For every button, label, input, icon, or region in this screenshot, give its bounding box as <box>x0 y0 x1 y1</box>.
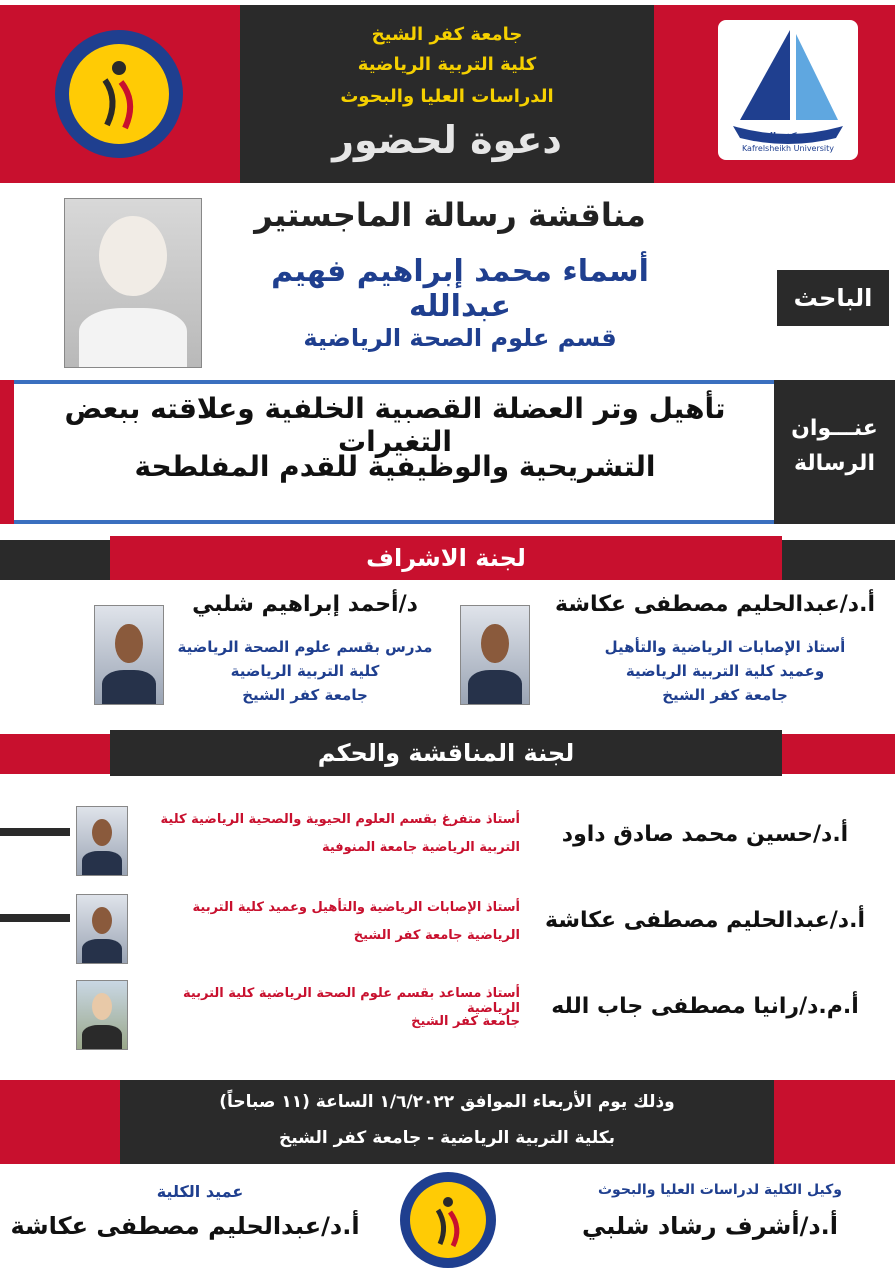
thesis-line-top <box>14 380 774 384</box>
committee-1-role1: أستاذ متفرغ بقسم العلوم الحيوية والصحية الرياضية كلية <box>160 812 520 827</box>
faculty-name: كلية التربية الرياضية <box>357 54 537 75</box>
figure-logo-icon <box>55 30 183 158</box>
footer-logo <box>400 1172 496 1268</box>
footer-right-name: أ.د/أشرف رشاد شلبي <box>582 1212 838 1240</box>
researcher-department: قسم علوم الصحة الرياضية <box>303 324 617 352</box>
logo-right-text: جامعة كفر الشيخ <box>750 132 826 142</box>
supervisor-2-role1: مدرس بقسم علوم الصحة الرياضية <box>177 638 433 656</box>
event-location-line: بكلية التربية الرياضية - جامعة كفر الشيخ <box>278 1128 616 1148</box>
researcher-name: أسماء محمد إبراهيم فهيم عبدالله <box>271 254 649 324</box>
thesis-label-line2: الرسالة <box>794 451 875 476</box>
committee-3-role1: أستاذ مساعد بقسم علوم الصحة الرياضية كلية التربية الرياضية <box>182 986 520 1016</box>
footer-figure-icon <box>400 1172 496 1268</box>
supervisor-2-role3: جامعة كفر الشيخ <box>242 686 368 704</box>
supervisor-2-photo <box>94 605 164 705</box>
thesis-title-line1: تأهيل وتر العضلة القصبية الخلفية وعلاقته ببعض التغيرات <box>64 392 726 458</box>
researcher-label: الباحث <box>777 270 889 326</box>
footer-right-title: وكيل الكلية لدراسات العليا والبحوث <box>597 1182 842 1198</box>
footer-left-name: أ.د/عبدالحليم مصطفى عكاشة <box>10 1212 360 1240</box>
committee-row-1-band <box>0 828 70 836</box>
thesis-heading: مناقشة رسالة الماجستير <box>254 196 646 234</box>
faculty-logo <box>55 30 183 158</box>
logo-right-text-en: Kafrelsheikh University <box>741 144 835 153</box>
thesis-line-bottom <box>14 520 774 524</box>
committee-row-2-band <box>0 914 70 922</box>
thesis-band-left <box>0 380 14 524</box>
researcher-photo <box>64 198 202 368</box>
supervisor-1-name: أ.د/عبدالحليم مصطفى عكاشة <box>554 592 875 617</box>
university-logo <box>718 20 858 160</box>
supervisor-2-name: د/أحمد إبراهيم شلبي <box>192 592 418 617</box>
committee-1-name: أ.د/حسين محمد صادق داود <box>561 822 849 847</box>
university-name: جامعة كفر الشيخ <box>371 24 523 45</box>
committee-1-role2: التربية الرياضية جامعة المنوفية <box>321 840 520 855</box>
committee-2-role2: الرياضية جامعة كفر الشيخ <box>353 928 520 943</box>
thesis-title-line2: التشريحية والوظيفية للقدم المفلطحة <box>134 450 656 483</box>
supervisor-1-role3: جامعة كفر الشيخ <box>662 686 788 704</box>
committee-3-role2: جامعة كفر الشيخ <box>411 1014 520 1029</box>
supervision-side-dark-right <box>782 540 895 580</box>
supervisor-1-role2: وعميد كلية التربية الرياضية <box>625 662 825 680</box>
event-date-line: وذلك يوم الأربعاء الموافق ١/٦/٢٠٢٢ الساعة (١١ صباحاً) <box>219 1092 675 1112</box>
supervision-side-dark-left <box>0 540 110 580</box>
committee-3-photo <box>76 980 128 1050</box>
footer-left-title: عميد الكلية <box>156 1182 244 1201</box>
committee-2-photo <box>76 894 128 964</box>
committee-2-name: أ.د/عبدالحليم مصطفى عكاشة <box>544 908 865 933</box>
thesis-label-box <box>774 380 895 524</box>
committee-1-photo <box>76 806 128 876</box>
committee-3-name: أ.م.د/رانيا مصطفى جاب الله <box>551 994 859 1019</box>
invitation-title: دعوة لحضور <box>332 118 562 162</box>
committee-side-red-left <box>0 734 110 774</box>
committee-2-role1: أستاذ الإصابات الرياضية والتأهيل وعميد كلية التربية <box>192 900 520 915</box>
supervisor-1-photo <box>460 605 530 705</box>
thesis-label-line1: عنـــوان <box>791 416 878 441</box>
committee-side-red-right <box>782 734 895 774</box>
supervisor-2-role2: كلية التربية الرياضية <box>230 662 380 680</box>
committee-heading: لجنة المناقشة والحكم <box>110 730 782 776</box>
supervisor-1-role1: أستاذ الإصابات الرياضية والتأهيل <box>604 638 846 656</box>
supervision-heading: لجنة الاشراف <box>110 536 782 580</box>
department-name: الدراسات العليا والبحوث <box>340 86 554 107</box>
